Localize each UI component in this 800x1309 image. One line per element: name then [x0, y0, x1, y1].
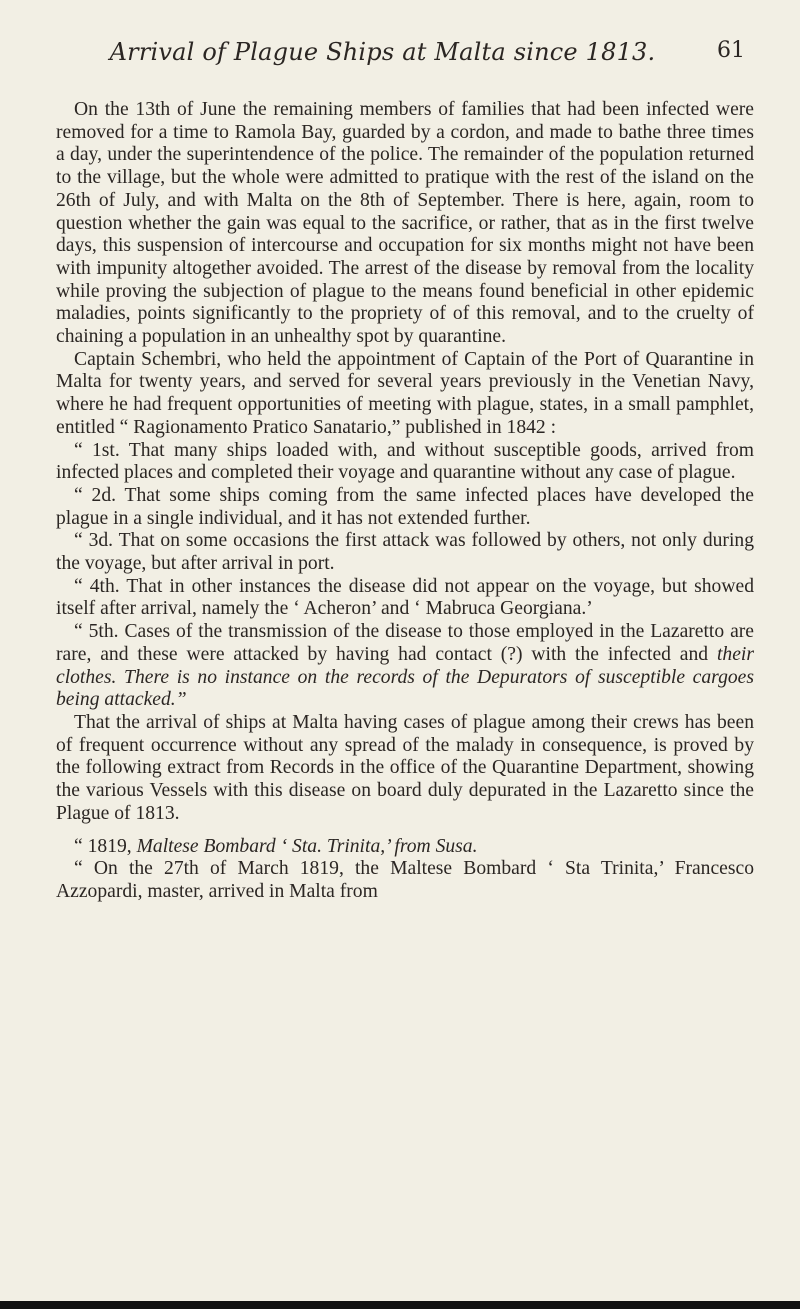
record-heading	[56, 836, 754, 859]
paragraph-schembri: Captain Schembri, who held the appointment of Captain of the Port of Quarantine in Malta for twenty years, and served for several years previously in the Venetian Navy, where he had frequent opportunities of meeting with plague, states, in a small pamphlet, entitled “ Ragionamento Pratico Sanatario,” published in 1842 :	[56, 348, 754, 438]
page-header	[80, 38, 745, 72]
paragraph-arrival: That the arrival of ships at Malta having cases of plague among their crews has been of frequent occurrence without any spread of the malady in consequence, is proved by the following extract from Records in the office of the Quarantine Department, showing the various Vessels with this disease on board duly depurated in the Lazaretto since the Plague of 1813.	[56, 711, 754, 824]
record-year: “ 1819,	[74, 835, 132, 857]
paragraph-ramola: On the 13th of June the remaining members of families that had been infected were removed for a time to Ramola Bay, guarded by a cordon, and made to bathe three times a day, under the superintendence of the police. The remainder of the population returned to the village, but the whole were admitted to pratique with the rest of the island on the 26th of July, and with Malta on the 8th of September. There is here, again, room to question whether the gain was equal to the sacrifice, or rather, that as in the first twelve days, this suspension of intercourse and occupation for six months might not have been with impunity altogether avoided. The arrest of the disease by removal from the locality while proving the subjection of plague to the means found beneficial in other epidemic maladies, points significantly to the propriety of of this removal, and to the cruelty of chaining a population in an unhealthy spot by quarantine.	[56, 99, 754, 348]
record-entry: “ On the 27th of March 1819, the Maltese Bombard ‘ Sta Trinita,’ Francesco Azzopardi, master, arrived in Malta from	[56, 858, 754, 902]
bottom-edge	[0, 1301, 800, 1309]
quote-fourth: “ 4th. That in other instances the disease did not appear on the voyage, but showed itself after arrival, namely the ‘ Acheron’ and ‘ Mabruca Georgiana.’	[56, 575, 754, 620]
record-vessel: Maltese Bombard ‘ Sta. Trinita,’ from Susa.	[136, 835, 478, 857]
page-number: 61	[717, 38, 745, 63]
running-title: Arrival of Plague Ships at Malta since 1813.	[109, 38, 656, 66]
quote-second: “ 2d. That some ships coming from the same infected places have developed the plague in a single individual, and it has not extended further.	[56, 484, 754, 529]
quote-fifth	[56, 621, 754, 712]
quote-third: “ 3d. That on some occasions the first attack was followed by others, not only during the voyage, but after arrival in port.	[56, 530, 754, 575]
quote-first: “ 1st. That many ships loaded with, and without susceptible goods, arrived from infected places and completed their voyage and quarantine without any case of plague.	[56, 439, 754, 484]
quote-fifth-text: “ 5th. Cases of the transmission of the disease to those employed in the Lazaretto are rare, and these were attacked by having had contact (?) with the infected and	[56, 621, 754, 665]
body-text	[56, 99, 754, 904]
quote-fifth-italic: their clothes. There is no instance on the records of the Depurators of susceptible cargoes being attacked.”	[56, 643, 754, 711]
